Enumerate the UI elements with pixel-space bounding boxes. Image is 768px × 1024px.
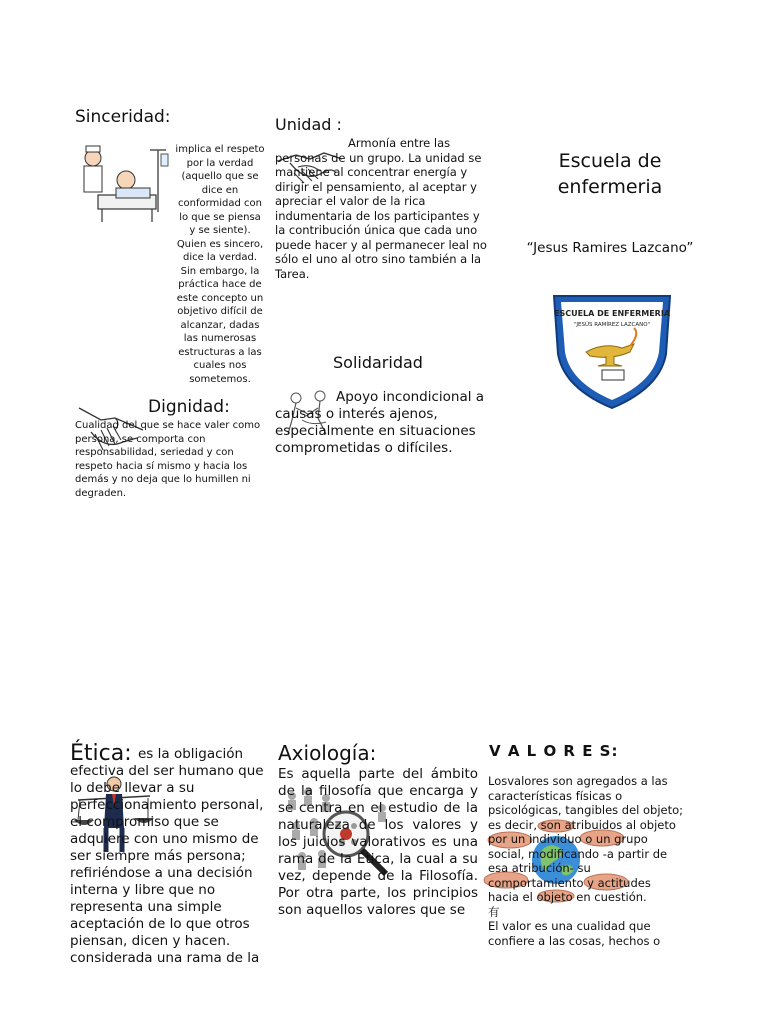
axiologia-text: Es aquella parte del ámbito de la filosofía que encarga y se centra en el estudio de la naturaleza de los valores y los juicios valorativos es una rama de la Ética, la cual a su vez, depende de la Filosofía. Por otra parte, los principios son aquellos valores que se — [278, 766, 478, 918]
nurse-patient-illustration — [78, 140, 176, 230]
svg-text:"JESÚS RAMÍREZ LAZCANO": "JESÚS RAMÍREZ LAZCANO" — [573, 322, 651, 328]
axiologia-title: Axiología: — [278, 741, 377, 765]
valores-glyph: 有 — [488, 904, 500, 919]
dignidad-text: Cualidad del que se hace valer como persona, se comporta con responsabilidad, seriedad y con respeto hacia sí mismo y hacia los demás y no deja que lo humillen ni degraden. — [75, 420, 261, 499]
valores-title: V A L O R E S: — [489, 742, 619, 760]
svg-text:ESCUELA DE ENFERMERIA: ESCUELA DE ENFERMERIA — [553, 309, 671, 318]
sinceridad-title: Sinceridad: — [75, 107, 171, 127]
unidad-text: Armonía entre las personas de un grupo. La unidad se mantiene al concentrar energía y dirigir el pensamiento, al aceptar y apreciar el valor de la rica indumentaria de los participantes y la contribución única que cada uno puede hacer y al permanecer leal no sólo el uno al otro sino también a la Tarea. — [275, 136, 487, 281]
solidaridad-title: Solidaridad — [333, 353, 423, 372]
school-title: Escuela de enfermeria — [557, 150, 663, 198]
sinceridad-text: implica el respeto por la verdad (aquello que se dice en conformidad con lo que se piensa y se siente). Quien es sincero, dice la verdad. Sin embargo, la práctica hace de este concepto un objetivo difícil de alcanzar, dadas las numerosas estructuras a las cuales nos sometemos. — [175, 144, 265, 385]
school-shield-logo — [548, 290, 676, 412]
unidad-title: Unidad : — [275, 115, 342, 134]
school-name: “Jesus Ramires Lazcano” — [526, 240, 694, 256]
valores-text-2: El valor es una cualidad que confiere a las cosas, hechos o — [488, 919, 661, 948]
valores-text-1: Losvalores son agregados a las características físicas o psicológicas, tangibles del objeto; es decir, son atribuidos al objeto por un individuo o un grupo social, modificando -a partir de esa atribución- su comportamiento y actitudes hacia el objeto en cuestión. — [488, 774, 684, 904]
dignidad-title: Dignidad: — [148, 397, 230, 417]
solidaridad-text: Apoyo incondicional a causas o interés ajenos, especialmente en situaciones comprometidas o difíciles. — [275, 389, 485, 456]
etica-title: Ética: — [70, 741, 132, 766]
etica-text: es la obligación efectiva del ser humano que lo debe llevar a su perfeccionamiento personal, el compromiso que se adquiere con uno mismo de ser siempre más persona; refiriéndose a una decisión interna y libre que no representa una simple aceptación de lo que otros piensan, dicen y hacen. considerada una rama de la — [70, 746, 264, 966]
